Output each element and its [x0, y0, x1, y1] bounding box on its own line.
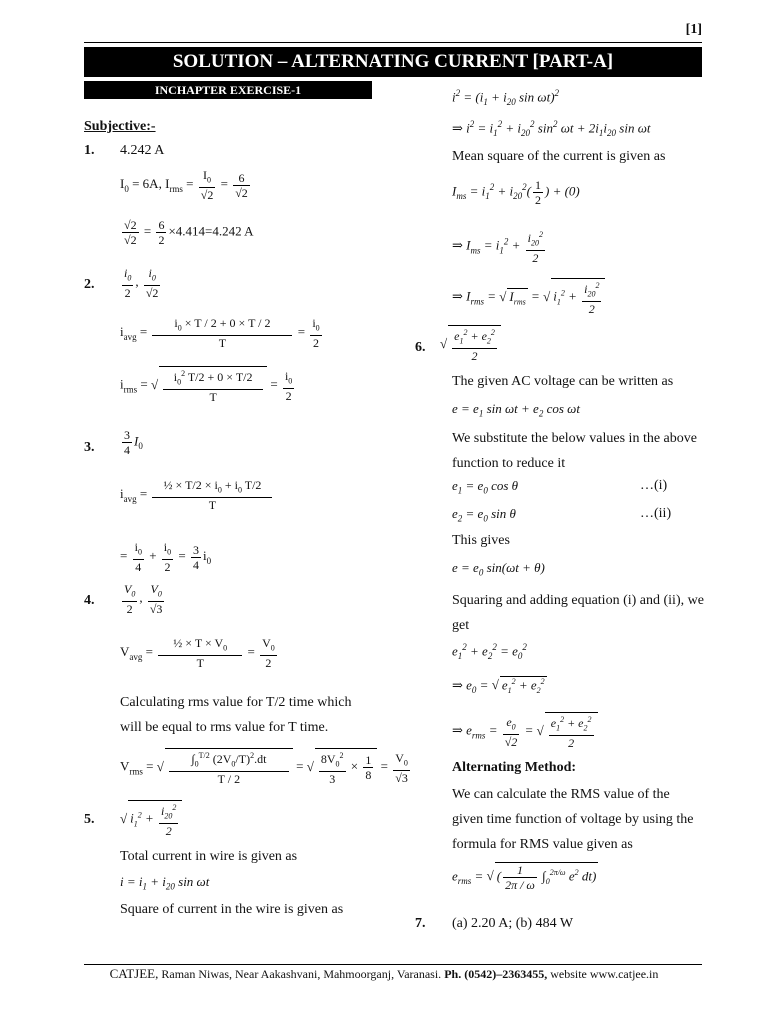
q5-text-1: Total current in wire is given as: [120, 849, 298, 864]
q6-text-3: This gives: [452, 533, 510, 548]
q1-answer: 4.242 A: [120, 143, 165, 158]
q5-equation-1: $i = i_1 + i_{20}$ sin ωt: [120, 874, 210, 892]
q4-answer: $\frac{V_0}{2}$ , $\frac{V_0}{√3}$: [124, 582, 163, 617]
footer-phone: (0542)–2363455,: [464, 967, 548, 981]
q2-equation-1: $i_{avg}$ = $\frac{i_0 \times T / 2 + 0 \times T / 2}{T}$ = $\frac{i_0}{2}$: [120, 316, 320, 351]
q6-number: 6.: [415, 340, 426, 355]
q6-equation-7: ⇒ $e_{rms}$ = $\frac{e_0}{√2}$ = √ $\frac{e_1^2 + e_2^2}{2}$: [452, 712, 598, 750]
q1-equation-1: $I_0 = 6A$, $I_{rms}$ = $\frac{I_0}{√2}$ = $\frac{6}{√2}$: [120, 168, 248, 203]
q3-equation-1: $i_{avg}$ = $\frac{\frac{1}{2} \times T/2 \times i_0 + i_0 T/2}{T}$: [120, 478, 274, 512]
r-equation-4: ⇒ $I_{ms} = i_1^2$ + $\frac{i_{20}^2}{2}$: [452, 230, 544, 266]
footer-website: website www.catjee.in: [547, 967, 659, 981]
q6-equation-5: $e_1^2 + e_2^2 = e_0^2$: [452, 642, 527, 661]
q1-number: 1.: [84, 143, 95, 158]
q6-text-5: We can calculate the RMS value of the given time function of voltage by using the formula for RMS value given as: [452, 787, 694, 852]
footer-address: Raman Niwas, Near Aakashvani, Mahmoorganj, Varanasi.: [158, 967, 442, 981]
q4-text: Calculating rms value for T/2 time which will be equal to rms value for T time.: [120, 695, 352, 735]
mean-square-text: Mean square of the current is given as: [452, 149, 666, 164]
q5-number: 5.: [84, 812, 95, 827]
q1-equation-2: $\frac{√2}{√2}$ = $\frac{6}{2}$ ×4.414=4.242 A: [124, 218, 254, 247]
q6-text-1: The given AC voltage can be written as: [452, 374, 674, 389]
top-rule: [84, 42, 702, 43]
q6-text-4: Squaring and adding equation (i) and (ii), we get: [452, 593, 704, 633]
footer-phone-label: Ph.: [441, 967, 465, 981]
q7-number: 7.: [415, 916, 426, 931]
q4-equation-1: $V_{avg}$ = $\frac{\frac{1}{2} \times T \times V_0}{T}$ = $\frac{V_0}{2}$: [120, 636, 275, 671]
q4-equation-2: $V_{rms}$ = √ $\frac{\int_0^{T/2} (2V_0/T)^2.dt}{T / 2}$ = √ $\frac{8V_0^2}{3}$ × $\frac{1}{8}$ = $\frac{V_0}{√3}$: [120, 748, 412, 786]
footer: [0, 966, 768, 982]
q1-result: ×4.414=4.242 A: [168, 223, 254, 239]
q6-eq-label-i: …(i): [640, 478, 668, 493]
r-equation-2: ⇒ $i^2 = i_1^2 + i_{20}^2$ $\sin^2 \omega t + 2i_1i_{20}$ sin ωt: [452, 119, 651, 138]
q6-equation-4: $e = e_0$ sin(ωt + θ): [452, 560, 545, 578]
r-equation-5: ⇒ $I_{rms}$ = √ $I_{rms}$ = √ $i_1^2$ + $\frac{i_{20}^2}{2}$: [452, 278, 605, 316]
q2-answer: $\frac{i_0}{2}$ , $\frac{i_0}{√2}$: [124, 266, 159, 301]
q6-equation-8: $e_{rms}$ = √ ( $\frac{1}{2\pi / \omega}$ $\int_0^{2\pi/\omega}$ $e^2$ dt): [452, 862, 598, 892]
r-equation-1: $i^2 = (i_1 + i_{20}$ sin ωt)$^2$: [452, 88, 560, 107]
q6-equation-3: $e_2 = e_0$ sin θ: [452, 506, 516, 524]
q3-answer: $\frac{3}{4}$ $I_0$: [124, 428, 143, 457]
alternating-method-heading: Alternating Method:: [452, 760, 577, 775]
section-heading: INCHAPTER EXERCISE-1: [84, 81, 372, 99]
q3-number: 3.: [84, 440, 95, 455]
q6-eq-label-ii: …(ii): [640, 506, 672, 521]
q6-equation-1: $e = e_1$ $\sin \omega t + e_2$ cos ωt: [452, 401, 580, 419]
q6-text-2: We substitute the below values in the above function to reduce it: [452, 431, 697, 471]
q6-equation-6: ⇒ $e_0$ = √ $e_1^2 + e_2^2$: [452, 676, 547, 695]
page-number: [1]: [685, 22, 702, 37]
footer-org: CATJEE,: [109, 966, 159, 981]
q4-number: 4.: [84, 593, 95, 608]
footer-rule: [84, 964, 702, 965]
q5-text-2: Square of current in the wire is given as: [120, 902, 344, 917]
q5-answer: √ $i_1^2$ + $\frac{i_{20}^2}{2}$: [120, 800, 182, 838]
q2-number: 2.: [84, 277, 95, 292]
q6-equation-2: $e_1 = e_0$ cos θ: [452, 478, 519, 496]
q2-equation-2: $i_{rms}$ = √ $\frac{i_0^2 T/2 + 0 \times T/2}{T}$ = $\frac{i_0}{2}$: [120, 366, 296, 404]
page-title: SOLUTION – ALTERNATING CURRENT [PART-A]: [84, 47, 702, 77]
q7-answer: (a) 2.20 A; (b) 484 W: [452, 916, 574, 931]
r-equation-3: $I_{ms} = i_1^2 + i_{20}^2$( $\frac{1}{2}$ ) + (0): [452, 178, 580, 207]
q6-answer: √ $\frac{e_1^2 + e_2^2}{2}$: [440, 325, 501, 363]
subjective-label: Subjective:-: [84, 119, 156, 134]
q3-equation-2: = $\frac{i_0}{4}$ + $\frac{i_0}{2}$ = $\frac{3}{4}$ $i_0$: [120, 540, 212, 575]
